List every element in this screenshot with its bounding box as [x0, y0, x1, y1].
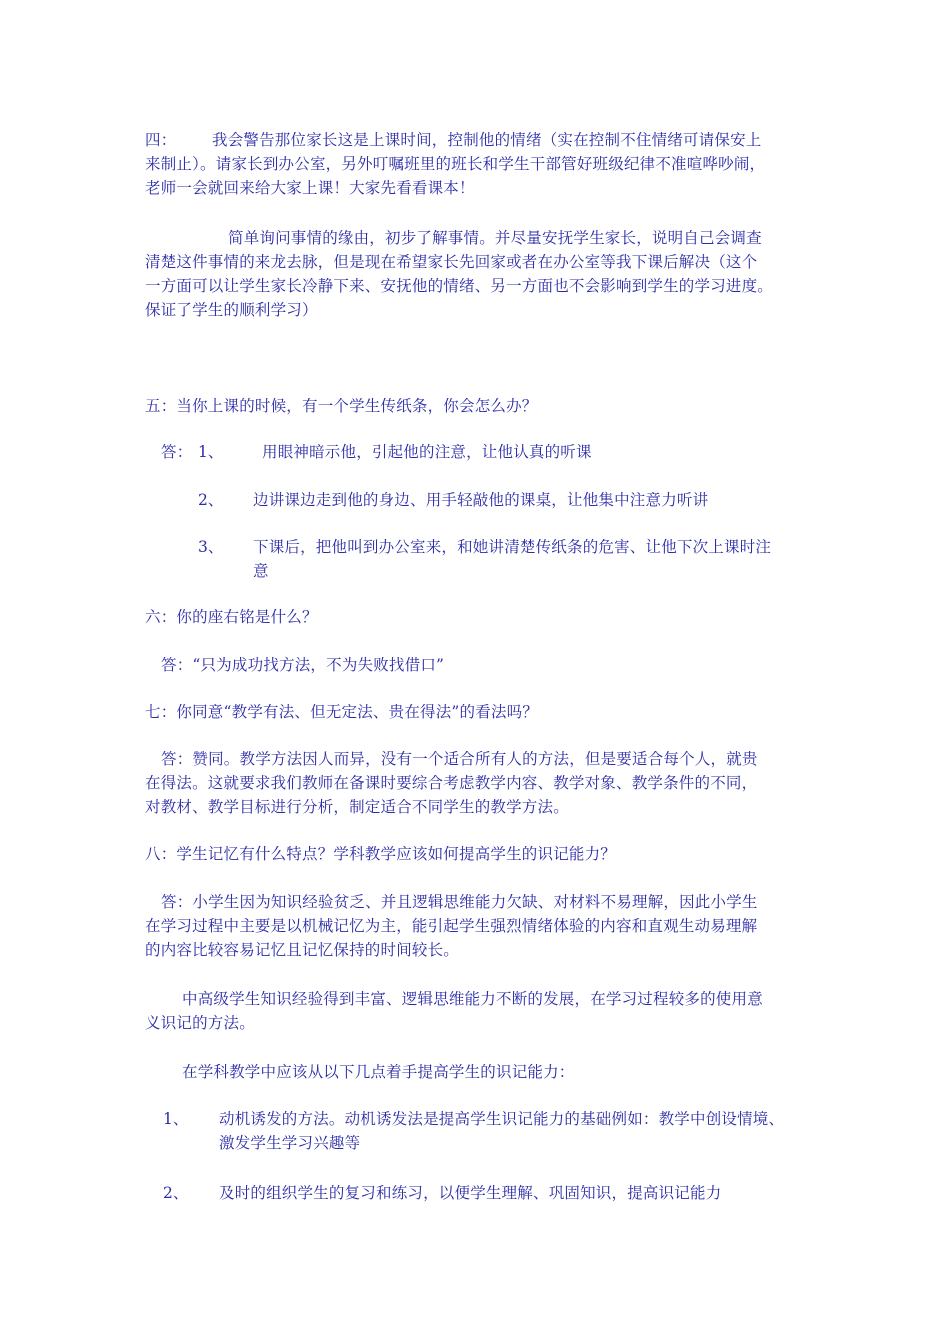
section-5-item-2-text: 边讲课边走到他的身边、用手轻敲他的课桌，让他集中注意力听讲	[253, 491, 709, 509]
section-8-item-1-number: 1、	[163, 1110, 189, 1128]
section-7-answer-line-2: 在得法。这就要求我们教师在备课时要综合考虑教学内容、教学对象、教学条件的不同，	[145, 774, 758, 792]
section-4-para2-line-3: 一方面可以让学生家长冷静下来、安抚他的情绪、另一方面也不会影响到学生的学习进度。	[145, 277, 774, 295]
section-4-line-3: 老师一会就回来给大家上课！大家先看看课本！	[145, 179, 475, 197]
section-8-item-1-text-cont: 激发学生学习兴趣等	[219, 1134, 361, 1152]
section-8-para2-line-1: 中高级学生知识经验得到丰富、逻辑思维能力不断的发展，在学习过程较多的使用意	[182, 990, 763, 1008]
section-7-answer-line-3: 对教材、教学目标进行分析，制定适合不同学生的教学方法。	[145, 798, 569, 816]
section-8-answer-line-1: 答：小学生因为知识经验贫乏、并且逻辑思维能力欠缺、对材料不易理解，因此小学生	[161, 893, 758, 911]
section-8-question: 八：学生记忆有什么特点？学科教学应该如何提高学生的识记能力？	[145, 845, 617, 863]
section-5-item-1-number: 1、	[198, 443, 224, 461]
section-6-answer: 答：“只为成功找方法，不为失败找借口”	[161, 656, 445, 674]
section-8-answer-line-2: 在学习过程中主要是以机械记忆为主，能引起学生强烈情绪体验的内容和直观生动易理解	[145, 917, 758, 935]
section-5-item-2-number: 2、	[198, 491, 224, 509]
section-5-item-3-text-cont: 意	[253, 562, 269, 580]
section-4-line-1: 我会警告那位家长这是上课时间，控制他的情绪（实在控制不住情绪可请保安上	[212, 131, 762, 149]
section-8-answer-line-3: 的内容比较容易记忆且记忆保持的时间较长。	[145, 941, 460, 959]
section-4-label: 四：	[145, 131, 177, 149]
section-5-item-1-text: 用眼神暗示他，引起他的注意，让他认真的听课	[262, 443, 592, 461]
section-6-question: 六：你的座右铭是什么？	[145, 608, 318, 626]
section-4-para2-line-2: 清楚这件事情的来龙去脉，但是现在希望家长先回家或者在办公室等我下课后解决（这个	[145, 253, 758, 271]
section-7-question: 七：你同意“教学有法、但无定法、贵在得法”的看法吗？	[145, 703, 539, 721]
section-8-para2-line-2: 义识记的方法。	[145, 1014, 255, 1032]
section-4-para2-line-4: 保证了学生的顺利学习）	[145, 301, 318, 319]
section-8-item-1-text: 动机诱发的方法。动机诱发法是提高学生识记能力的基础例如：教学中创设情境、	[219, 1110, 785, 1128]
section-4-para2-line-1: 简单询问事情的缘由，初步了解事情。并尽量安抚学生家长，说明自己会调查	[228, 229, 762, 247]
section-5-answer-label: 答：	[161, 443, 193, 461]
section-8-item-2-text: 及时的组织学生的复习和练习，以便学生理解、巩固知识，提高识记能力	[219, 1184, 722, 1202]
section-5-item-3-text: 下课后，把他叫到办公室来，和她讲清楚传纸条的危害、让他下次上课时注	[253, 538, 772, 556]
section-5-item-3-number: 3、	[198, 538, 224, 556]
section-5-question: 五：当你上课的时候，有一个学生传纸条，你会怎么办？	[145, 397, 538, 415]
section-7-answer-line-1: 答：赞同。教学方法因人而异，没有一个适合所有人的方法，但是要适合每个人，就贵	[161, 750, 758, 768]
section-8-item-2-number: 2、	[163, 1184, 189, 1202]
section-8-para3: 在学科教学中应该从以下几点着手提高学生的识记能力：	[182, 1063, 575, 1081]
section-4-line-2: 来制止）。请家长到办公室，另外叮嘱班里的班长和学生干部管好班级纪律不准喧哗吵闹，	[145, 155, 766, 173]
